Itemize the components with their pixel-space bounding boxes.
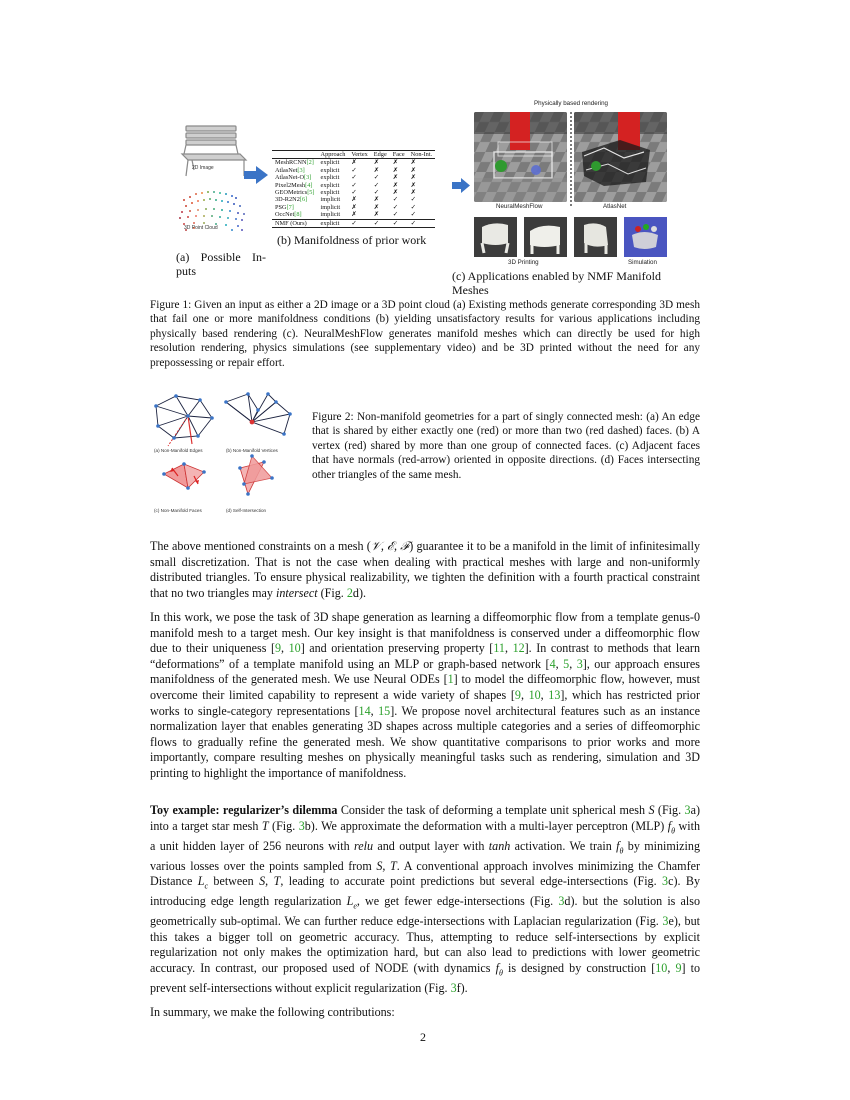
nonint-cell: ✓: [410, 196, 416, 204]
section-heading: Toy example: regularizer’s dilemma: [150, 803, 338, 817]
table-row: [272, 196, 435, 203]
vertex-cell: ✗: [351, 203, 357, 211]
nonint-cell: ✗: [410, 189, 416, 197]
method-name: OccNet: [275, 211, 295, 219]
citation-link[interactable]: [4]: [305, 181, 313, 189]
red-dashed-edge: [168, 416, 188, 446]
citation-link[interactable]: [8]: [294, 211, 302, 219]
fig1-sub-b: (b) Manifoldness of prior work: [277, 233, 427, 247]
print-label: 3D Printing: [508, 259, 539, 266]
vertex-cell: ✓: [351, 181, 357, 189]
paragraph-summary: In summary, we make the following contributions:: [150, 1005, 395, 1019]
figure-1-caption: Figure 1: Given an input as either a 2D image or a 3D point cloud (a) Existing methods generate corresponding 3D mesh that fail one or more manifoldness conditions (b) yielding unsatisfactory results for various applications including physically based rendering (c). NeuralMeshFlow generates manifold meshes which can directly be used for high resolution rendering, physics simulations (see supplementary video) and be 3D printed without the need for any prepossessing or repair effort.: [150, 299, 700, 369]
simulation-image: [624, 217, 667, 257]
fig2-label-c: (c) Non-Manifold Faces: [154, 508, 202, 513]
method-name: AtlasNet-O: [275, 174, 305, 182]
citation-link[interactable]: 3: [576, 656, 583, 671]
citation-link[interactable]: [2]: [306, 159, 314, 167]
table-row: [272, 167, 435, 174]
citation-link[interactable]: 4: [549, 656, 556, 671]
citation-link[interactable]: 9: [514, 687, 521, 702]
vertex-cell: ✗: [351, 196, 357, 204]
edge-cell: ✗: [373, 196, 380, 204]
vertex-cell: ✓: [351, 166, 357, 174]
figure-link[interactable]: 3: [662, 874, 669, 889]
figure-link[interactable]: 3: [684, 803, 691, 817]
table-row: [272, 174, 435, 181]
approach-cell: explicit: [320, 166, 340, 174]
face-cell: ✓: [392, 211, 399, 219]
arrow-right-icon: [244, 166, 268, 184]
render-atlasnet-image: [574, 112, 667, 202]
citation-link[interactable]: 15: [378, 703, 391, 718]
render-neuralmeshflow-image: [474, 112, 567, 202]
citation-link[interactable]: 11: [493, 641, 505, 656]
approach-cell: explicit: [320, 189, 340, 197]
citation-link[interactable]: [5]: [307, 189, 315, 197]
method-name: AtlasNet: [275, 166, 298, 174]
edge-cell: ✓: [373, 174, 380, 182]
edge-cell: ✗: [373, 203, 380, 211]
page-number: 2: [420, 1030, 426, 1044]
vertex-cell: ✗: [351, 211, 357, 219]
nonint-cell: ✓: [410, 219, 416, 227]
render-neuralmeshflow: [474, 112, 567, 202]
nonint-cell: ✓: [410, 211, 416, 219]
figure-link[interactable]: 2: [346, 585, 353, 600]
arrow-right-icon: [452, 178, 470, 193]
approach-cell: explicit: [320, 159, 340, 167]
edge-cell: ✓: [373, 219, 380, 227]
method-name: Pixel2Mesh: [275, 181, 306, 189]
figure-link[interactable]: 3: [298, 818, 305, 833]
fig2-label-b: (b) Non-Manifold Vertices: [226, 448, 278, 453]
red-vertex: [250, 420, 255, 425]
face-cell: ✓: [392, 203, 399, 211]
citation-link[interactable]: [6]: [299, 196, 308, 204]
citation-link[interactable]: 1: [447, 672, 454, 687]
face-cell: ✓: [392, 219, 399, 227]
table-row: [272, 159, 435, 167]
non-manifold-faces-graphic: [164, 464, 204, 488]
approach-cell: implicit: [320, 196, 341, 204]
printed-chair-image: [524, 217, 567, 257]
method-name: MeshRCNN: [275, 159, 307, 167]
vertex-cell: ✓: [351, 219, 357, 227]
vertex-cell: ✓: [351, 174, 357, 182]
face-cell: ✗: [392, 166, 399, 174]
citation-link[interactable]: [3]: [304, 174, 312, 182]
approach-cell: implicit: [320, 211, 341, 219]
table-row: [272, 189, 435, 196]
divider-line: [569, 112, 573, 208]
printed-chair-image: [574, 217, 617, 257]
render-right-label: AtlasNet: [603, 203, 627, 210]
table-header-cell: Face: [392, 151, 405, 158]
render-title: Physically based rendering: [534, 100, 608, 107]
edge-cell: ✓: [373, 189, 380, 197]
table-header-cell: [272, 151, 318, 159]
non-manifold-edges-graphic: [156, 396, 212, 438]
self-intersection-graphic: [240, 456, 272, 494]
table-header-cell: Edge: [373, 151, 387, 158]
citation-link[interactable]: 10: [655, 960, 668, 975]
approach-cell: explicit: [320, 219, 340, 227]
vertex-cell: ✗: [351, 159, 357, 167]
method-name: GEOMetrics: [275, 189, 308, 197]
face-cell: ✗: [392, 174, 399, 182]
table-header-row: [272, 151, 435, 159]
fig1-sub-c: (c) Applications enabled by NMF Manifold Meshes: [452, 269, 661, 297]
method-name: 3D-R2N2: [275, 196, 300, 204]
paragraph-toy-example: Toy example: regularizer’s dilemma Consider the task of deforming a template unit spherical mesh S (Fig. 3a) into a target star mesh T (Fig. 3b). We approximate the deformation with a multi-layer perceptron (MLP) $f_\theta$ with a unit hidden layer of 256 neurons with relu and output layer with tanh activation. We train $f_\theta$ by minimizing various losses over the points sampled from S, T. A conventional approach involves minimizing the Chamfer Distance $L_c$ between S, T, leading to accurate point predictions but several edge-intersections (Fig. 3c). By introducing edge length regularization $L_e$, we get fewer edge-intersections (Fig. 3d). but the solution is also geometrically sub-optimal. We can further reduce edge-intersections with Laplacian regularization (Fig. 3e), but this takes a bigger toll on geometric accuracy. Thus, attempting to reduce self-intersections by explicit regularization not only makes the optimization hard, but can also lead to predictions with lower geometric accuracy. In contrast, our proposed used of NODE (with dynamics $f_\theta$ is designed by construction [10, 9] to prevent self-intersections without explicit regularization (Fig. 3f).: [150, 803, 701, 995]
paragraph-manifold-constraints: The above mentioned constraints on a mesh (𝒱, ℰ, ℱ) guarantee it to be a manifold in the limit of infinitesimally small discretization. That is not the case when dealing with practical meshes with large and non-uniformly distributed triangles. To ensure physical realizability, we tighten the definition with a fourth practical constraint that no two triangles may intersect (Fig. 2d).: [150, 539, 701, 600]
method-name: NMF (Ours): [275, 219, 307, 227]
edge-cell: ✗: [373, 211, 380, 219]
label-2d-image: 2D Image: [192, 165, 214, 171]
render-left-label: NeuralMeshFlow: [496, 203, 543, 210]
citation-link[interactable]: 10: [288, 641, 301, 656]
face-cell: ✗: [392, 159, 399, 167]
figure-link[interactable]: 3: [558, 894, 565, 909]
table-row-ours: [272, 219, 435, 227]
citation-link[interactable]: [3]: [297, 166, 305, 174]
figure-link[interactable]: 3: [450, 980, 457, 995]
nonint-cell: ✗: [410, 174, 416, 182]
vertex-cell: ✓: [351, 189, 357, 197]
print-thumb-3: [574, 217, 617, 257]
citation-link[interactable]: 5: [563, 656, 570, 671]
nonint-cell: ✗: [410, 159, 416, 167]
label-3d-point-cloud: 3D Point Cloud: [184, 225, 218, 231]
fig1-sub-a: (a) Possible In- puts: [176, 250, 266, 278]
approach-cell: implicit: [320, 203, 341, 211]
table-row: [272, 182, 435, 189]
table-row: [272, 211, 435, 219]
table-header-cell: Non-Int.: [410, 151, 433, 158]
math-mesh: 𝒱, ℰ, ℱ: [370, 539, 410, 553]
edge-cell: ✓: [373, 181, 380, 189]
approach-cell: explicit: [320, 174, 340, 182]
fig2-label-d: (d) Self-Intersection: [226, 508, 267, 513]
citation-link[interactable]: 12: [512, 641, 525, 656]
edge-cell: ✗: [373, 166, 380, 174]
printed-chair-image: [474, 217, 517, 257]
non-manifold-vertices-graphic: [226, 394, 290, 434]
simulation-label: Simulation: [628, 259, 657, 266]
render-atlasnet: [574, 112, 667, 202]
paragraph-our-approach: In this work, we pose the task of 3D shape generation as learning a diffeomorphic flow from a template genus-0 manifold mesh to a target mesh. Our key insight is that manifoldness is conserved under a diffeomorphic flow due to their uniqueness [9, 10] and orientation preserving property [11, 12]. In contrast to methods that learn “deformations” of a template manifold using an MLP or graph-based network [4, 5, 3], our approach ensures manifoldness of the generated mesh. We use Neural ODEs [1] to model the diffeomorphic flow, however, must overcome their limited capability to represent a wide variety of shapes [9, 10, 13], which has restricted prior works to single-category representations [14, 15]. We propose novel architectural features such as an instance normalization layer that enables generating 3D shapes across multiple categories and a series of diffeomorphic flows to gradually refine the generated mesh. We show quantitative comparisons to prior works and more importantly, compare resulting meshes on physically meaningful tasks such as rendering, simulation and 3D printing to highlight the importance of manifoldness.: [150, 610, 701, 780]
table-header-cell: Approach: [320, 151, 346, 158]
face-cell: ✗: [392, 181, 399, 189]
manifoldness-table-grid: [272, 151, 435, 227]
fig2-label-a: (a) Non-Manifold Edges: [154, 448, 203, 453]
print-thumb-2: [524, 217, 567, 257]
manifoldness-table: [272, 150, 435, 228]
simulation-thumb: [624, 217, 667, 257]
face-cell: ✗: [392, 189, 399, 197]
face-cell: ✓: [392, 196, 399, 204]
table-row: [272, 204, 435, 211]
method-name: PSG: [275, 203, 287, 211]
citation-link[interactable]: 10: [528, 687, 541, 702]
citation-link[interactable]: 9: [675, 960, 682, 975]
citation-link[interactable]: 9: [274, 641, 282, 656]
figure-link[interactable]: 3: [662, 914, 669, 929]
approach-cell: explicit: [320, 181, 340, 189]
citation-link[interactable]: [7]: [286, 203, 294, 211]
edge-cell: ✗: [373, 159, 380, 167]
nonint-cell: ✗: [410, 181, 416, 189]
print-thumb-1: [474, 217, 517, 257]
table-header-cell: Vertex: [351, 151, 368, 158]
nonint-cell: ✗: [410, 166, 416, 174]
nonint-cell: ✓: [410, 203, 416, 211]
citation-link[interactable]: 13: [548, 687, 561, 702]
figure-2-caption: Figure 2: Non-manifold geometries for a part of singly connected mesh: (a) An edge that is shared by either exactly one (red) or more than two (red dashed) faces. (b) A vertex (red) shared by more than one group of connected faces. (c) Adjacent faces that have normals (red-arrow) oriented in opposite directions. (d) Faces intersecting other triangles of the same mesh.: [312, 411, 700, 481]
citation-link[interactable]: 14: [358, 703, 371, 718]
